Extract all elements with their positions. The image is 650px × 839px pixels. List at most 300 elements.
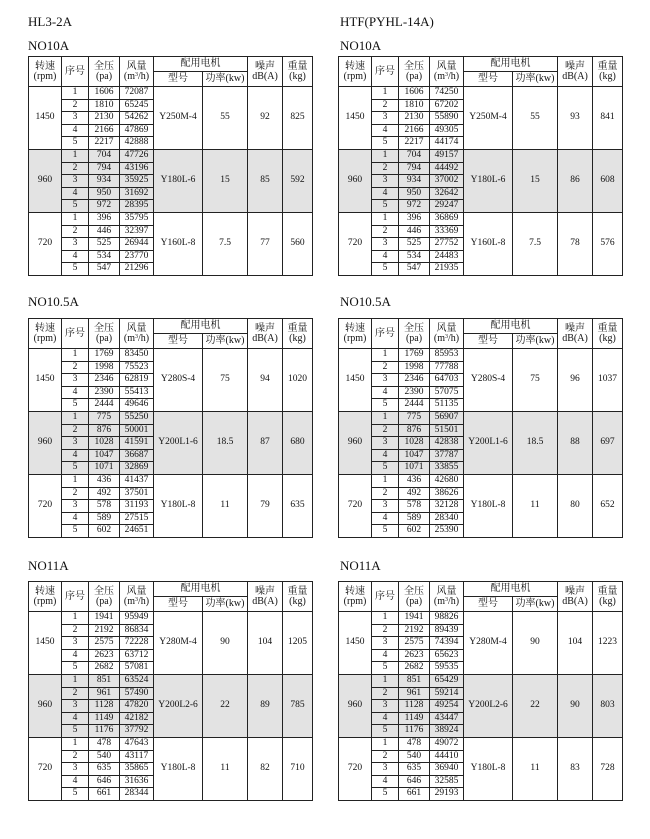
seq-cell: 4 [372,449,399,462]
airflow-cell: 32869 [120,462,154,475]
fan-spec-table [338,581,623,801]
pressure-cell: 2623 [89,649,120,662]
pressure-cell: 950 [89,187,120,200]
motor-model-cell: Y280M-4 [464,612,513,675]
weight-cell: 560 [283,212,313,275]
speed-unit: (rpm) [33,595,57,607]
motor-model-cell: Y200L1-6 [154,411,203,474]
seq-cell: 4 [372,386,399,399]
weight-unit: (kg) [289,332,306,344]
col-seq-header: 序号 [372,57,399,87]
col-seq-header: 序号 [372,582,399,612]
pressure-cell: 1810 [89,99,120,112]
pressure-cell: 492 [399,487,430,500]
airflow-cell: 37002 [430,175,464,188]
airflow-cell: 41591 [120,437,154,450]
airflow-cell: 98826 [430,612,464,625]
seq-cell: 4 [62,775,89,788]
pressure-cell: 396 [89,212,120,225]
pressure-cell: 934 [89,175,120,188]
weight-cell: 1020 [283,349,313,412]
fan-size-label: NO11A [340,558,381,573]
noise-unit: dB(A) [562,595,588,607]
seq-cell: 5 [62,662,89,675]
weight-label: 重量 [287,585,308,597]
seq-cell: 5 [372,137,399,150]
noise-unit: dB(A) [562,332,588,344]
pressure-cell: 2217 [399,137,430,150]
seq-cell: 2 [372,361,399,374]
airflow-cell: 49072 [430,737,464,750]
noise-label: 噪声 [255,60,275,72]
pressure-cell: 578 [89,500,120,513]
motor-model-cell: Y180L-6 [154,149,203,212]
seq-cell: 4 [62,712,89,725]
motor-power-cell: 18.5 [513,411,558,474]
airflow-cell: 36687 [120,449,154,462]
airflow-cell: 31636 [120,775,154,788]
motor-power-cell: 22 [203,674,248,737]
col-seq-header: 序号 [62,582,89,612]
seq-cell: 1 [372,212,399,225]
motor-model-cell: Y280S-4 [464,349,513,412]
seq-cell: 3 [62,112,89,125]
pressure-cell: 1028 [399,437,430,450]
col-motor-header: 配用电机 [154,582,248,597]
weight-label: 重量 [597,585,618,597]
seq-cell: 3 [62,637,89,650]
airflow-cell: 56907 [430,411,464,424]
motor-model-cell: Y250M-4 [154,87,203,150]
seq-cell: 3 [372,238,399,251]
col-airflow-header [120,319,154,349]
airflow-cell: 42888 [120,137,154,150]
seq-cell: 2 [372,487,399,500]
col-airflow-header [430,582,464,612]
weight-unit: (kg) [599,70,616,82]
col-airflow-header [430,57,464,87]
airflow-cell: 59535 [430,662,464,675]
pressure-cell: 2346 [399,374,430,387]
col-speed-header [339,319,372,349]
speed-cell: 960 [29,674,62,737]
speed-unit: (rpm) [33,332,57,344]
seq-cell: 2 [372,750,399,763]
noise-cell: 82 [248,737,283,800]
col-weight-header [593,319,623,349]
motor-model-cell: Y180L-8 [464,474,513,537]
pressure-cell: 661 [89,788,120,801]
seq-cell: 5 [62,263,89,276]
table-row [339,474,623,487]
seq-cell: 1 [62,212,89,225]
motor-power-cell: 11 [513,737,558,800]
weight-label: 重量 [597,60,618,72]
col-weight-header [593,582,623,612]
airflow-cell: 43117 [120,750,154,763]
seq-cell: 5 [372,462,399,475]
noise-cell: 96 [558,349,593,412]
table-row [339,149,623,162]
pressure-cell: 2444 [399,399,430,412]
pressure-cell: 646 [89,775,120,788]
airflow-cell: 28344 [120,788,154,801]
seq-cell: 5 [62,525,89,538]
airflow-cell: 44492 [430,162,464,175]
seq-cell: 3 [62,763,89,776]
seq-cell: 5 [372,200,399,213]
seq-cell: 3 [372,763,399,776]
pressure-cell: 1941 [89,612,120,625]
pressure-cell: 1128 [399,700,430,713]
seq-cell: 5 [62,725,89,738]
noise-unit: dB(A) [252,595,278,607]
motor-model-cell: Y160L-8 [154,212,203,275]
col-noise-header [558,582,593,612]
motor-model-cell: Y200L1-6 [464,411,513,474]
col-model-header: 型号 [154,72,203,87]
col-power-header: 功率(kw) [513,334,558,349]
seq-cell: 5 [62,399,89,412]
pressure-cell: 794 [399,162,430,175]
noise-cell: 88 [558,411,593,474]
pressure-cell: 540 [399,750,430,763]
speed-cell: 1450 [339,87,372,150]
pressure-cell: 525 [399,238,430,251]
pressure-cell: 934 [399,175,430,188]
motor-power-cell: 90 [203,612,248,675]
airflow-label: 风量 [436,60,457,72]
seq-cell: 3 [62,500,89,513]
pressure-cell: 1047 [399,449,430,462]
speed-label: 转速 [35,585,55,597]
airflow-unit-pre: (m [433,595,445,607]
airflow-cell: 50001 [120,424,154,437]
seq-cell: 3 [62,238,89,251]
motor-power-cell: 90 [513,612,558,675]
col-motor-header: 配用电机 [464,319,558,334]
airflow-cell: 86834 [120,624,154,637]
airflow-unit-pre: (m [433,70,445,82]
pressure-cell: 1941 [399,612,430,625]
col-pressure-header [89,582,120,612]
airflow-cell: 38924 [430,725,464,738]
airflow-cell: 28340 [430,512,464,525]
seq-cell: 3 [372,500,399,513]
pressure-cell: 851 [89,674,120,687]
noise-cell: 90 [558,674,593,737]
seq-cell: 2 [62,99,89,112]
airflow-cell: 21296 [120,263,154,276]
pressure-cell: 1176 [89,725,120,738]
seq-cell: 4 [62,124,89,137]
airflow-cell: 47820 [120,700,154,713]
pressure-cell: 961 [399,687,430,700]
pressure-cell: 602 [399,525,430,538]
pressure-cell: 1769 [399,349,430,362]
seq-cell: 4 [62,187,89,200]
airflow-cell: 67202 [430,99,464,112]
airflow-label: 风量 [126,60,147,72]
pressure-cell: 1810 [399,99,430,112]
motor-model-cell: Y180L-8 [464,737,513,800]
seq-cell: 4 [62,649,89,662]
speed-cell: 960 [339,149,372,212]
col-pressure-header [89,319,120,349]
seq-cell: 2 [372,624,399,637]
speed-cell: 1450 [29,349,62,412]
col-noise-header [248,582,283,612]
noise-cell: 78 [558,212,593,275]
airflow-cell: 25390 [430,525,464,538]
airflow-cell: 74394 [430,637,464,650]
col-pressure-header [89,57,120,87]
airflow-cell: 49157 [430,149,464,162]
pressure-cell: 1071 [89,462,120,475]
speed-cell: 1450 [29,87,62,150]
pressure-cell: 775 [399,411,430,424]
seq-cell: 1 [62,411,89,424]
col-seq-header: 序号 [62,319,89,349]
seq-cell: 1 [62,349,89,362]
pressure-cell: 851 [399,674,430,687]
col-model-header: 型号 [154,334,203,349]
seq-cell: 5 [372,525,399,538]
airflow-cell: 47869 [120,124,154,137]
speed-label: 转速 [35,322,55,334]
airflow-cell: 35865 [120,763,154,776]
seq-cell: 1 [372,87,399,100]
speed-cell: 960 [339,411,372,474]
airflow-cell: 32397 [120,225,154,238]
airflow-cell: 26944 [120,238,154,251]
airflow-label: 风量 [436,585,457,597]
table-row [29,212,313,225]
airflow-cell: 49254 [430,700,464,713]
pressure-cell: 2346 [89,374,120,387]
airflow-cell: 31692 [120,187,154,200]
weight-cell: 635 [283,474,313,537]
table-row [29,149,313,162]
airflow-cell: 29193 [430,788,464,801]
airflow-cell: 55890 [430,112,464,125]
seq-cell: 2 [62,487,89,500]
airflow-unit-pre: (m [123,70,135,82]
seq-cell: 1 [372,674,399,687]
pressure-unit: (pa) [405,332,423,344]
pressure-cell: 1028 [89,437,120,450]
pressure-cell: 1606 [89,87,120,100]
seq-cell: 2 [372,687,399,700]
noise-label: 噪声 [565,322,585,334]
airflow-cell: 27752 [430,238,464,251]
noise-label: 噪声 [565,60,585,72]
speed-unit: (rpm) [343,332,367,344]
pressure-cell: 1047 [89,449,120,462]
airflow-cell: 38626 [430,487,464,500]
airflow-unit-sup: 3 [135,596,138,603]
weight-cell: 1223 [593,612,623,675]
speed-label: 转速 [35,60,55,72]
motor-model-cell: Y200L2-6 [464,674,513,737]
motor-model-cell: Y280M-4 [154,612,203,675]
col-motor-header: 配用电机 [154,57,248,72]
motor-model-cell: Y160L-8 [464,212,513,275]
pressure-cell: 794 [89,162,120,175]
seq-cell: 2 [62,424,89,437]
seq-cell: 1 [372,411,399,424]
airflow-cell: 57490 [120,687,154,700]
pressure-cell: 2623 [399,649,430,662]
pressure-cell: 492 [89,487,120,500]
airflow-unit-sup: 3 [135,71,138,78]
airflow-unit-post: /h) [448,70,460,82]
col-weight-header [593,57,623,87]
pressure-cell: 2575 [399,637,430,650]
airflow-cell: 54262 [120,112,154,125]
col-power-header: 功率(kw) [203,334,248,349]
airflow-unit-sup: 3 [135,333,138,340]
pressure-cell: 589 [89,512,120,525]
pressure-cell: 2192 [89,624,120,637]
pressure-cell: 436 [399,474,430,487]
noise-cell: 89 [248,674,283,737]
pressure-cell: 478 [89,737,120,750]
airflow-cell: 64703 [430,374,464,387]
col-motor-header: 配用电机 [464,582,558,597]
noise-cell: 92 [248,87,283,150]
seq-cell: 5 [372,399,399,412]
col-pressure-header [399,57,430,87]
pressure-label: 全压 [94,322,114,334]
airflow-cell: 24651 [120,525,154,538]
speed-label: 转速 [345,322,365,334]
col-noise-header [558,319,593,349]
airflow-cell: 74250 [430,87,464,100]
col-power-header: 功率(kw) [203,72,248,87]
airflow-unit-pre: (m [123,595,135,607]
weight-unit: (kg) [599,595,616,607]
pressure-cell: 1071 [399,462,430,475]
airflow-cell: 47643 [120,737,154,750]
seq-cell: 2 [372,99,399,112]
table-row [29,612,313,625]
pressure-cell: 547 [399,263,430,276]
fan-spec-table [338,318,623,538]
noise-unit: dB(A) [252,332,278,344]
fan-spec-table [338,56,623,276]
table-row [339,612,623,625]
weight-cell: 1037 [593,349,623,412]
weight-cell: 728 [593,737,623,800]
col-airflow-header [120,57,154,87]
pressure-cell: 2166 [399,124,430,137]
col-weight-header [283,319,313,349]
noise-label: 噪声 [255,585,275,597]
airflow-cell: 55413 [120,386,154,399]
seq-cell: 1 [62,87,89,100]
pressure-cell: 1149 [399,712,430,725]
seq-cell: 2 [62,687,89,700]
speed-cell: 720 [339,474,372,537]
table-row [339,674,623,687]
noise-cell: 104 [558,612,593,675]
fan-size-label: NO10.5A [340,294,391,309]
motor-model-cell: Y250M-4 [464,87,513,150]
speed-cell: 1450 [29,612,62,675]
pressure-cell: 2682 [89,662,120,675]
pressure-cell: 2575 [89,637,120,650]
airflow-cell: 33855 [430,462,464,475]
weight-cell: 710 [283,737,313,800]
col-power-header: 功率(kw) [513,72,558,87]
seq-cell: 5 [62,137,89,150]
col-weight-header [283,57,313,87]
series-heading-right: HTF(PYHL-14A) [340,14,434,29]
pressure-label: 全压 [94,60,114,72]
airflow-cell: 35795 [120,212,154,225]
airflow-cell: 29247 [430,200,464,213]
noise-cell: 87 [248,411,283,474]
pressure-unit: (pa) [95,595,113,607]
airflow-cell: 27515 [120,512,154,525]
fan-spec-table [28,56,313,276]
fan-size-label: NO11A [28,558,69,573]
airflow-cell: 33369 [430,225,464,238]
weight-unit: (kg) [599,332,616,344]
airflow-cell: 21935 [430,263,464,276]
weight-cell: 576 [593,212,623,275]
seq-cell: 1 [372,474,399,487]
col-power-header: 功率(kw) [203,597,248,612]
col-airflow-header [120,582,154,612]
seq-cell: 3 [372,437,399,450]
noise-cell: 104 [248,612,283,675]
weight-unit: (kg) [289,595,306,607]
airflow-cell: 75523 [120,361,154,374]
seq-cell: 1 [62,674,89,687]
airflow-cell: 65245 [120,99,154,112]
noise-cell: 77 [248,212,283,275]
motor-power-cell: 11 [203,474,248,537]
pressure-cell: 775 [89,411,120,424]
pressure-cell: 2130 [89,112,120,125]
airflow-unit-sup: 3 [445,333,448,340]
motor-power-cell: 18.5 [203,411,248,474]
airflow-unit-post: /h) [138,595,150,607]
airflow-label: 风量 [126,585,147,597]
pressure-cell: 661 [399,788,430,801]
airflow-unit-post: /h) [138,332,150,344]
pressure-cell: 446 [89,225,120,238]
motor-power-cell: 55 [203,87,248,150]
weight-cell: 697 [593,411,623,474]
noise-unit: dB(A) [252,70,278,82]
airflow-unit-post: /h) [448,332,460,344]
pressure-cell: 436 [89,474,120,487]
airflow-cell: 77788 [430,361,464,374]
seq-cell: 5 [372,263,399,276]
noise-cell: 79 [248,474,283,537]
airflow-cell: 32585 [430,775,464,788]
seq-cell: 2 [62,225,89,238]
airflow-cell: 43196 [120,162,154,175]
table-row [29,674,313,687]
airflow-cell: 63524 [120,674,154,687]
motor-power-cell: 11 [203,737,248,800]
speed-label: 转速 [345,585,365,597]
seq-cell: 3 [62,374,89,387]
